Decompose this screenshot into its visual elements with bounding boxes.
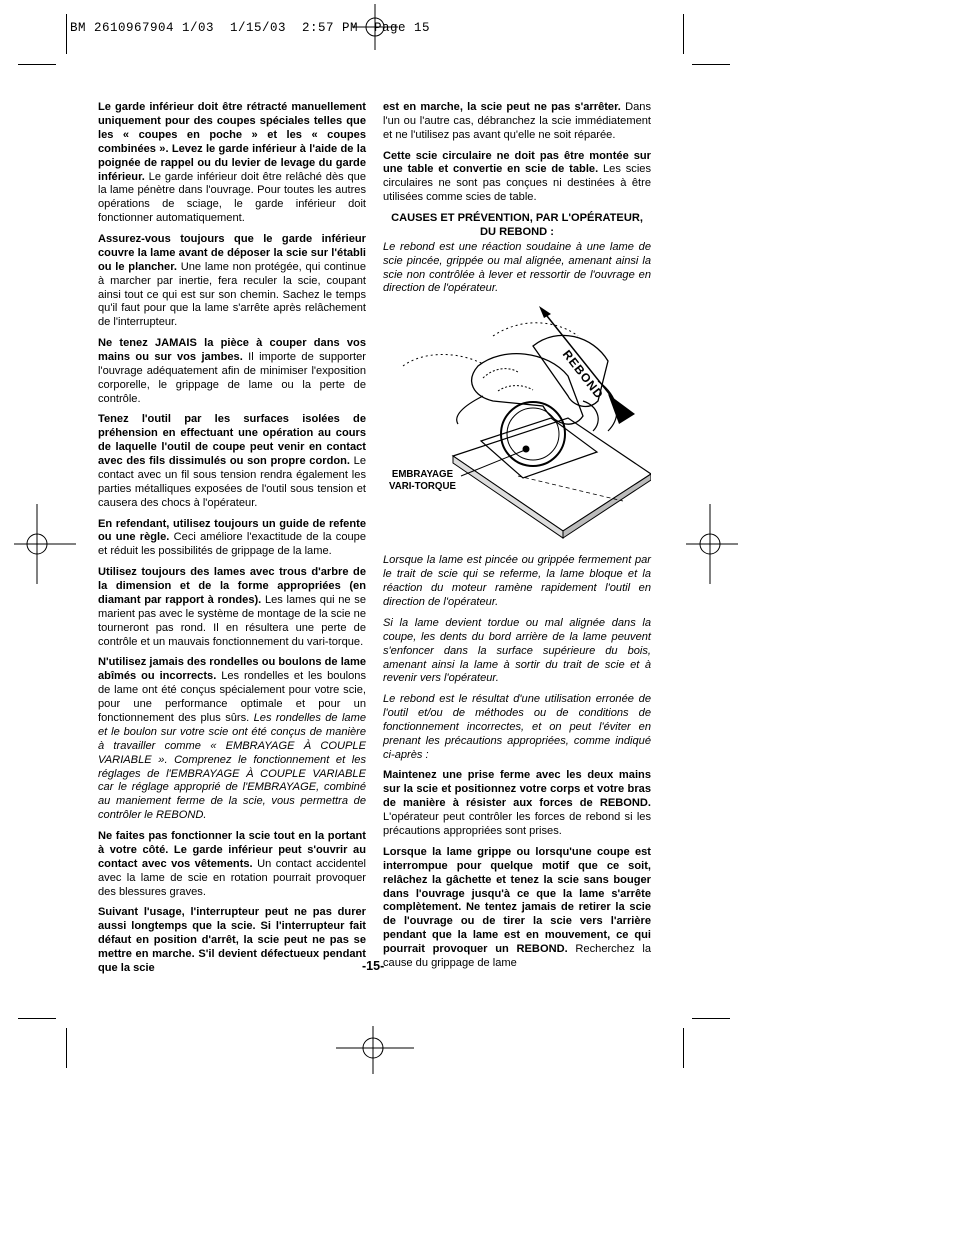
clutch-label: EMBRAYAGE VARI-TORQUE: [389, 469, 456, 492]
registration-mark-right: [686, 504, 742, 584]
crop-mark: [683, 1028, 684, 1068]
paragraph-no-table: Cette scie circulaire ne doit pas être montée sur une table et convertie en scie de table. Les scies circulaires ne sont pas conçues ni destinées à être utilisées comme scies de table.: [383, 149, 651, 204]
paragraph-binding: Lorsque la lame grippe ou lorsqu'une coupe est interrompue pour quelque motif que ce soit, relâchez la gâchette et tenez la scie sans bouger dans l'ouvrage jusqu'à ce que la lame s'arrête complètement. Ne tentez jamais de retirer la scie de l'ouvrage ou de tirer la scie vers l'arrière pendant que la lame est en mouvement, ce qui pourrait provoquer un REBOND. Recherchez la cause du grippage de lame: [383, 845, 651, 970]
crop-mark: [18, 1018, 56, 1019]
crop-mark: [692, 1018, 730, 1019]
left-column: [98, 101, 366, 983]
paragraph-firm-grip: Maintenez une prise ferme avec les deux mains sur la scie et positionnez votre corps et votre bras de manière à résister aux forces de REBOND. L'opérateur peut contrôler les forces de rebond si les précautions appropriées sont prises.: [383, 769, 651, 838]
paragraph-misuse: Le rebond est le résultat d'une utilisation erronée de l'outil et/ou de méthodes ou de conditions de fonctionnement incorrectes, et on peut l'éviter en prenant les précautions appropriées, comme indiqué ci-après :: [383, 693, 651, 761]
right-column: [383, 101, 651, 978]
rebond-label: REBOND: [559, 347, 607, 403]
kickback-illustration: [383, 306, 651, 542]
crop-mark: [692, 64, 730, 65]
registration-mark-top: [352, 4, 398, 50]
paragraph-workpiece: Ne tenez JAMAIS la pièce à couper dans vos mains ou sur vos jambes. Il importe de supporter l'ouvrage adéquatement afin de minimiser l'exposition corporelle, le grippage de lame ou la perte de contrôle.: [98, 337, 366, 405]
circular-saw-drawing: [383, 306, 651, 542]
paragraph-twisted: Si la lame devient tordue ou mal alignée dans la coupe, les dents du bord arrière de la lame peuvent s'enfoncer dans la surface supérieure du bois, amenant ainsi la lame à sortir du trait de scie et à revenir vers l'opérateur.: [383, 616, 651, 685]
page-number: -15-: [362, 959, 385, 973]
section-heading: CAUSES ET PRÉVENTION, PAR L'OPÉRATEUR, DU REBOND :: [391, 211, 643, 238]
crop-mark: [66, 14, 67, 54]
paragraph-rip-fence: En refendant, utilisez toujours un guide de refente ou une règle. Ceci améliore l'exactitude de la coupe et réduit les possibilités de grippage de la lame.: [98, 517, 366, 558]
paragraph-carrying: Ne faites pas fonctionner la scie tout en la portant à votre côté. Le garde inférieur peut s'ouvrir au contact avec vos vêtements. Un contact accidentel avec la lame de scie en rotation pourrait provoquer des blessures graves.: [98, 829, 366, 898]
paragraph-guard-cover: Assurez-vous toujours que le garde inférieur couvre la lame avant de déposer la scie sur l'établi ou le plancher. Une lame non protégée, qui continue à marcher par inertie, fera reculer la scie, coupant ainsi tout ce qui est sur son chemin. Sachez le temps qu'il faut pour que la lame s'arrête après relâchement de l'interrupteur.: [98, 232, 366, 329]
paragraph-pinched: Lorsque la lame est pincée ou grippée fermement par le trait de scie qui se referme, la lame bloque et la réaction du moteur ramène rapidement l'outil en direction de l'opérateur.: [383, 554, 651, 609]
registration-mark-bottom: [336, 1026, 414, 1074]
crop-mark: [18, 64, 56, 65]
paragraph-kickback-def: Le rebond est une réaction soudaine à une lame de scie pincée, grippée ou mal alignée, amenant ainsi la scie non contrôlée à lever et ressortir de l'ouvrage en direction de l'opérateur.: [383, 240, 651, 295]
paragraph-arbor-holes: Utilisez toujours des lames avec trous d'arbre de la dimension et de la forme appropriées (en diamant par rapport à rondes). Les lames qui ne se marient pas avec le système de montage de la scie ne tourneront pas rond. Il en résultera une perte de contrôle et un mauvais fonctionnement du vari-torque.: [98, 566, 366, 648]
paragraph-switch-cont: est en marche, la scie peut ne pas s'arrêter. Dans l'un ou l'autre cas, débranchez la scie immédiatement et ne l'utilisez pas avant qu'elle ne soit réparée.: [383, 101, 651, 141]
registration-mark-left: [14, 504, 76, 584]
paragraph-insulated-grip: Tenez l'outil par les surfaces isolées de préhension en effectuant une opération au cours de laquelle l'outil de coupe peut venir en contact avec des fils dissimulés ou son propre cordon. Le contact avec un fil sous tension rendra également les parties métalliques exposées de l'outil sous tension et causera des chocs à l'opérateur.: [98, 413, 366, 509]
crop-mark: [66, 1028, 67, 1068]
paragraph-switch: Suivant l'usage, l'interrupteur peut ne pas durer aussi longtemps que la scie. Si l'interrupteur fait défaut en position d'arrêt, la scie peut ne pas se mettre en marche. S'il devient défectueux pendant que la scie: [98, 906, 366, 974]
paragraph-washers: N'utilisez jamais des rondelles ou boulons de lame abîmés ou incorrects. Les rondelles et les boulons de lame ont été conçus spécialement pour votre scie, pour une performance optimale et pour un fonctionnement des plus sûrs. Les rondelles de lame et le boulon sur votre scie ont été conçus de manière à travailler comme « EMBRAYAGE À COUPLE VARIABLE ». Comprenez le fonctionnement et les réglages de l'EMBRAYAGE À COUPLE VARIABLE car le réglage approprié de l'EMBRAYAGE, combiné au maniement ferme de la scie, vous permettra de contrôler le REBOND.: [98, 656, 366, 822]
crop-mark: [683, 14, 684, 54]
paragraph-lower-guard: Le garde inférieur doit être rétracté manuellement uniquement pour des coupes spéciales telles que les « coupes en poche » et les « coupes combinées ». Levez le garde inférieur à l'aide de la poignée de rappel ou du levier de levage du garde inférieur. Le garde inférieur doit être relâché dès que la lame pénètre dans l'ouvrage. Pour toutes les autres opérations de sciage, le garde inférieur doit fonctionner automatiquement.: [98, 101, 366, 225]
printer-slug: BM 2610967904 1/03 1/15/03 2:57 PM Page 15: [70, 21, 431, 35]
